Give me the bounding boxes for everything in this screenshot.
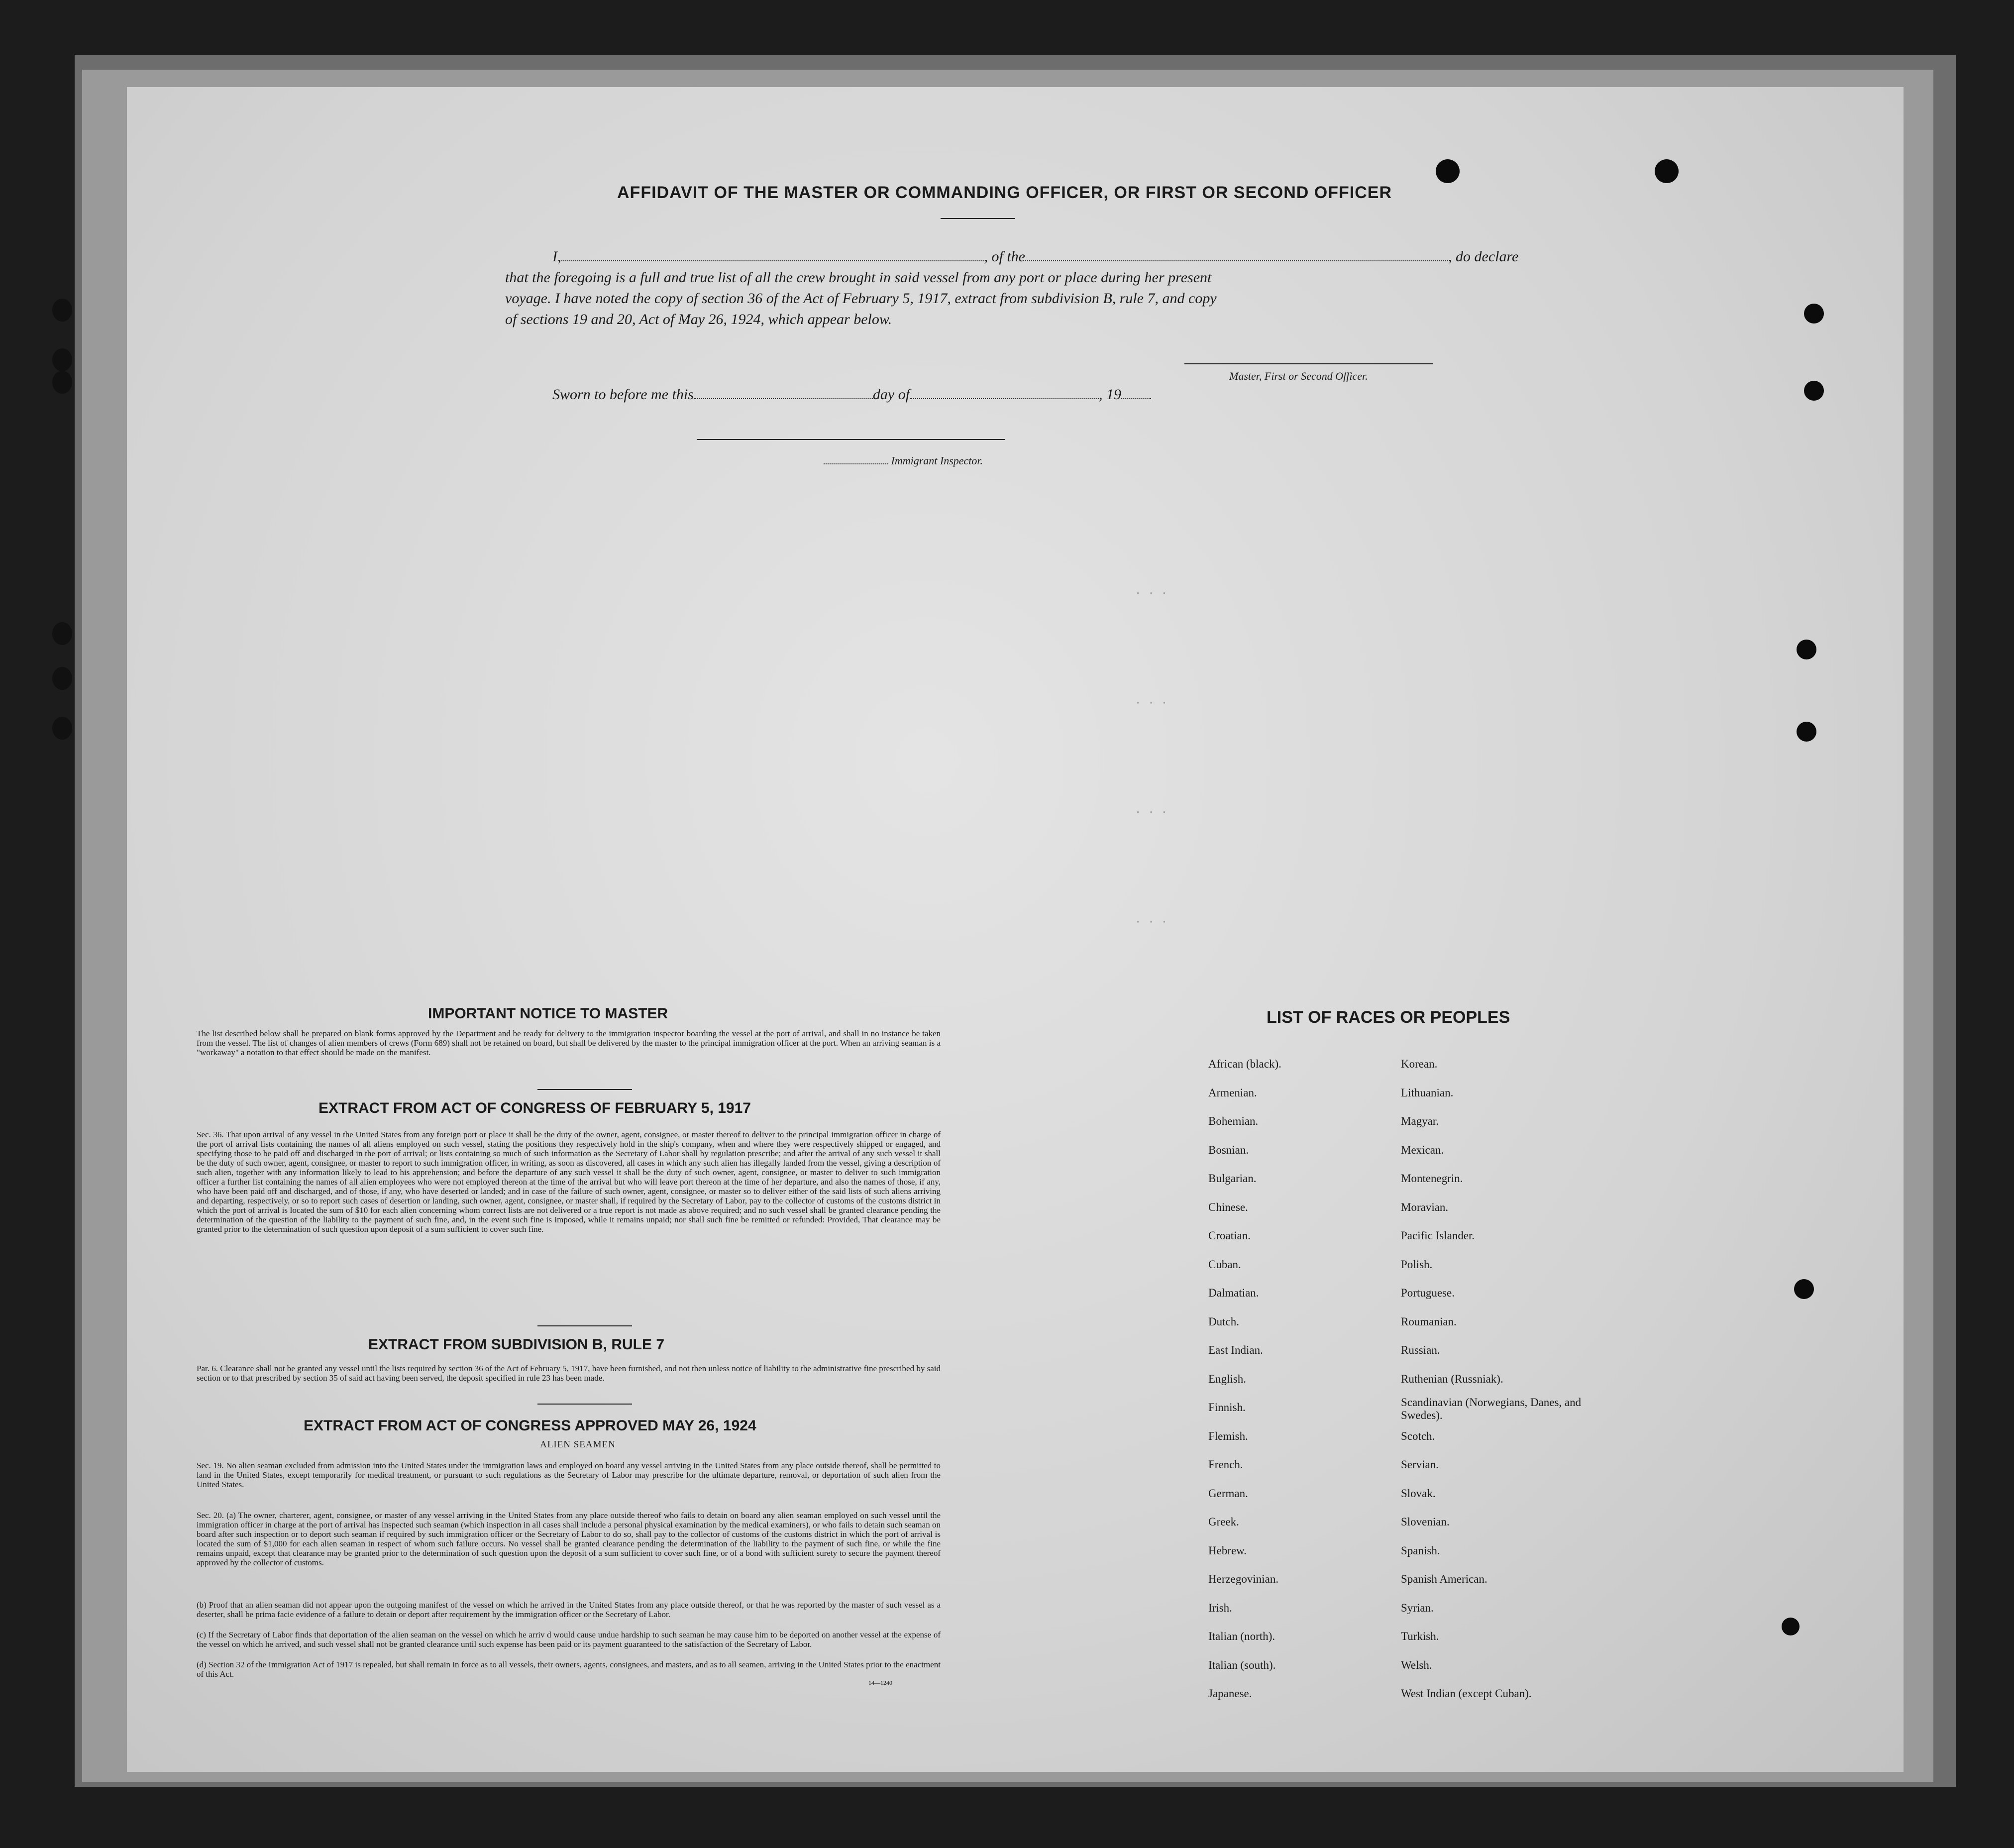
race-item: Montenegrin.: [1401, 1172, 1463, 1185]
declaration-line-4: of sections 19 and 20, Act of May 26, 1924, which appear below.: [505, 311, 892, 327]
declaration-of-the: , of the: [984, 248, 1025, 265]
race-item: Syrian.: [1401, 1601, 1434, 1614]
binder-hole: [52, 299, 72, 322]
bleed-through-text: · · ·: [1135, 806, 1168, 819]
punch-hole: [1436, 159, 1460, 183]
binder-hole: [52, 622, 72, 645]
inspector-line: [824, 450, 983, 471]
title-divider: [941, 218, 1015, 219]
sec20c-text: (c) If the Secretary of Labor finds that deportation of the alien seaman on the vessel on which he arriv d would cause undue hardship to such seaman he may cause him to be deported on another vessel at the expense of the vessel on which he arrived, and such vessel shall not be granted clearance until such expense has been paid or its payment guaranteed to the satisfaction of the Secretary of Labor.: [197, 1630, 941, 1649]
sworn-month-blank[interactable]: [910, 398, 1099, 399]
punch-hole: [1794, 1279, 1814, 1299]
race-item: Servian.: [1401, 1458, 1439, 1471]
race-item: Bohemian.: [1208, 1115, 1259, 1127]
race-item: East Indian.: [1208, 1344, 1263, 1356]
race-item: Ruthenian (Russniak).: [1401, 1372, 1503, 1385]
race-item: English.: [1208, 1372, 1247, 1385]
race-item: Slovenian.: [1401, 1516, 1450, 1528]
inspector-signature-line[interactable]: [697, 439, 1005, 440]
race-item: Polish.: [1401, 1258, 1433, 1271]
punch-hole: [1804, 381, 1824, 401]
binder-hole: [52, 667, 72, 690]
race-item: Lithuanian.: [1401, 1086, 1454, 1099]
declaration-line-1: [552, 246, 1518, 267]
race-item: Bulgarian.: [1208, 1172, 1257, 1185]
sec19-text: Sec. 19. No alien seaman excluded from admission into the United States under the immigration laws and employed on board any vessel arriving in the United States from any place outside thereof, shall be permitted to land in the United States, except temporarily for medical treatment, or pursuant to such regulations as the Secretary of Labor may prescribe for the ultimate departure, removal, or deportation of such alien from the United States.: [197, 1461, 941, 1489]
sworn-line: [552, 384, 1151, 405]
race-item: Spanish.: [1401, 1544, 1440, 1557]
race-item: Spanish American.: [1401, 1573, 1487, 1585]
extract-1924-title: EXTRACT FROM ACT OF CONGRESS APPROVED MAY 26, 1924: [304, 1417, 756, 1434]
race-item: Welsh.: [1401, 1658, 1432, 1671]
declaration-line-3: voyage. I have noted the copy of section 36 of the Act of February 5, 1917, extract from subdivision B, rule 7, and copy: [505, 290, 1217, 307]
race-item: Scotch.: [1401, 1429, 1435, 1442]
extract-1917-body: Sec. 36. That upon arrival of any vessel in the United States from any foreign port or place it shall be the duty of the owner, agent, consignee, or master thereof to deliver to the principal immigration officer in charge of the port of arrival lists containing the names of all aliens employed on such vessel, stating the positions they respectively hold in the ship's company, when and where they were respectively shipped or engaged, and specifying those to be paid off and discharged in the port of arrival; or lists containing so much of such information as the Secretary of Labor shall by regulation prescribe; and after the arrival of any such vessel it shall be the duty of such owner, agent, consignee, or master to report to such immigration officer, in writing, as soon as discovered, all cases in which any such alien has illegally landed from the vessel, giving a description of such alien, together with any information likely to lead to his apprehension; and before the departure of any such vessel it shall be the duty of such owner, agent, consignee, or master to deliver to such immigration officer a further list containing the names of all alien employees who were not employed thereon at the time of the arrival but who will leave port thereon at the time of her departure, and also the names of those, if any, who have been paid off and discharged, and of those, if any, who have deserted or landed; and in case of the failure of such owner, agent, consignee, or master so to deliver either of the said lists of such aliens arriving and departing, respectively, or so to report such cases of desertion or landing, such owner, agent, consignee, or master shall, if required by the Secretary of Labor, pay to the collector of customs of the customs district in which the port of arrival is located the sum of $10 for each alien concerning whom correct lists are not delivered or a true report is not made as above required; and no such vessel shall be granted clearance pending the determination of the question of the liability to the payment of such fine, and, in the event such fine is imposed, while it remains unpaid; nor shall such fine be remitted or refunded: Provided, That clearance may be granted prior to the determination of such question upon deposit of a sum sufficient to cover such fine.: [197, 1130, 941, 1234]
master-signature-label: Master, First or Second Officer.: [1229, 370, 1368, 382]
race-item: Bosnian.: [1208, 1143, 1249, 1156]
sec20a-text: Sec. 20. (a) The owner, charterer, agent, consignee, or master of any vessel arriving in the United States from any place outside thereof who fails to detain on board any alien seaman employed on such vessel until the immigration officer in charge at the port of arrival has inspected such seaman (which inspection in all cases shall include a personal physical examination by the medical examiners), or who fails to detain such seaman on board after such inspection or to deport such seaman if required by such immigration officer or the Secretary of Labor to do so, shall pay to the collector of customs of the customs district in which the port of arrival is located the sum of $1,000 for each alien seaman in respect of whom such failure occurs. No vessel shall be granted clearance pending the determination of the liability to the payment of such fine, or while the fine remains unpaid, except that clearance may be granted prior to the determination of such question upon the deposit of a sum sufficient to cover such fine, or of a bond with sufficient surety to secure the payment thereof approved by the collector of customs.: [197, 1511, 941, 1567]
race-item: West Indian (except Cuban).: [1401, 1687, 1532, 1700]
affidavit-title: AFFIDAVIT OF THE MASTER OR COMMANDING OFFICER, OR FIRST OR SECOND OFFICER: [617, 183, 1392, 202]
punch-hole: [1797, 722, 1816, 742]
race-item: Irish.: [1208, 1601, 1232, 1614]
punch-hole: [1797, 640, 1816, 659]
race-item: Cuban.: [1208, 1258, 1241, 1271]
race-item: German.: [1208, 1487, 1248, 1500]
race-item: Herzegovinian.: [1208, 1573, 1279, 1585]
binder-hole: [52, 371, 72, 394]
notice-divider: [537, 1089, 632, 1090]
master-signature-line[interactable]: [1184, 363, 1433, 364]
rule7-body: Par. 6. Clearance shall not be granted any vessel until the lists required by section 36 of the Act of February 5, 1917, have been furnished, and not then unless notice of liability to the administrative fine prescribed by said section or to that prescribed by section 35 of said act having been served, the deposit specified in rule 23 has been made.: [197, 1364, 941, 1383]
bleed-through-text: · · ·: [1135, 587, 1168, 600]
race-item: Pacific Islander.: [1401, 1229, 1475, 1242]
bleed-through-text: · · ·: [1135, 697, 1168, 709]
race-item: French.: [1208, 1458, 1243, 1471]
rule7-title: EXTRACT FROM SUBDIVISION B, RULE 7: [368, 1336, 665, 1353]
race-item: Croatian.: [1208, 1229, 1251, 1242]
race-item: Roumanian.: [1401, 1315, 1457, 1328]
race-item: Flemish.: [1208, 1429, 1248, 1442]
race-item: Finnish.: [1208, 1401, 1246, 1413]
punch-hole: [1782, 1618, 1800, 1635]
sworn-text: Sworn to before me this: [552, 386, 694, 403]
name-blank[interactable]: [561, 260, 984, 261]
sworn-year-blank[interactable]: [1121, 398, 1151, 399]
races-title: LIST OF RACES OR PEOPLES: [1267, 1008, 1510, 1027]
race-item: Moravian.: [1401, 1200, 1449, 1213]
form-number: 14—1240: [868, 1679, 892, 1686]
race-item: Chinese.: [1208, 1200, 1248, 1213]
race-item: Korean.: [1401, 1058, 1438, 1070]
extract-1917-divider: [537, 1325, 632, 1326]
year-prefix: , 19: [1099, 386, 1122, 403]
declaration-i: I,: [552, 248, 561, 265]
notice-title: IMPORTANT NOTICE TO MASTER: [428, 1005, 668, 1022]
sworn-day-blank[interactable]: [694, 398, 873, 399]
declaration-line-2: that the foregoing is a full and true list of all the crew brought in said vessel from any port or place during her present: [505, 269, 1212, 286]
race-item: Italian (south).: [1208, 1658, 1276, 1671]
inspector-label: Immigrant Inspector.: [891, 454, 983, 467]
vessel-blank[interactable]: [1025, 260, 1448, 261]
race-item: Hebrew.: [1208, 1544, 1247, 1557]
punch-hole: [1804, 304, 1824, 324]
race-item: Scandinavian (Norwegians, Danes, and Swedes).: [1401, 1396, 1582, 1421]
race-item: Dutch.: [1208, 1315, 1239, 1328]
race-item: Slovak.: [1401, 1487, 1436, 1500]
alien-seamen-subtitle: ALIEN SEAMEN: [540, 1439, 616, 1450]
bleed-through-text: · · ·: [1135, 916, 1168, 928]
day-of-text: day of: [872, 386, 910, 403]
race-item: Mexican.: [1401, 1143, 1444, 1156]
race-item: Japanese.: [1208, 1687, 1252, 1700]
inspector-blank[interactable]: [824, 463, 888, 464]
binder-hole: [52, 348, 72, 371]
rule7-divider: [537, 1404, 632, 1405]
race-item: African (black).: [1208, 1058, 1281, 1070]
declaration-do-declare: , do declare: [1448, 248, 1519, 265]
binder-hole: [52, 717, 72, 740]
race-item: Magyar.: [1401, 1115, 1439, 1127]
notice-body: The list described below shall be prepared on blank forms approved by the Department and be ready for delivery to the immigration inspector boarding the vessel at the port of arrival, and shall in no instance be taken from the vessel. The list of changes of alien members of crews (Form 689) shall not be retained on board, but shall be delivered by the master to the principal immigration officer at the port. When an arriving seaman is a "workaway" a notation to that effect should be made on the manifest.: [197, 1029, 941, 1057]
race-item: Armenian.: [1208, 1086, 1257, 1099]
race-item: Dalmatian.: [1208, 1287, 1259, 1299]
sec20b-text: (b) Proof that an alien seaman did not appear upon the outgoing manifest of the vessel on which he arrived in the United States from any place outside thereof, or that he was reported by the master of such vessel as a deserter, shall be prima facie evidence of a failure to detain or deport after requirement by the immigration officer or the Secretary of Labor.: [197, 1600, 941, 1619]
race-item: Portuguese.: [1401, 1287, 1455, 1299]
race-item: Italian (north).: [1208, 1630, 1275, 1642]
punch-hole: [1655, 159, 1679, 183]
extract-1917-title: EXTRACT FROM ACT OF CONGRESS OF FEBRUARY 5, 1917: [318, 1100, 751, 1116]
sec20d-text: (d) Section 32 of the Immigration Act of 1917 is repealed, but shall remain in force as to all vessels, their owners, agents, consignees, and masters, and as to all seamen, arriving in the United States prior to the enactment of this Act.: [197, 1660, 941, 1679]
race-item: Russian.: [1401, 1344, 1440, 1356]
race-item: Greek.: [1208, 1516, 1239, 1528]
race-item: Turkish.: [1401, 1630, 1439, 1642]
